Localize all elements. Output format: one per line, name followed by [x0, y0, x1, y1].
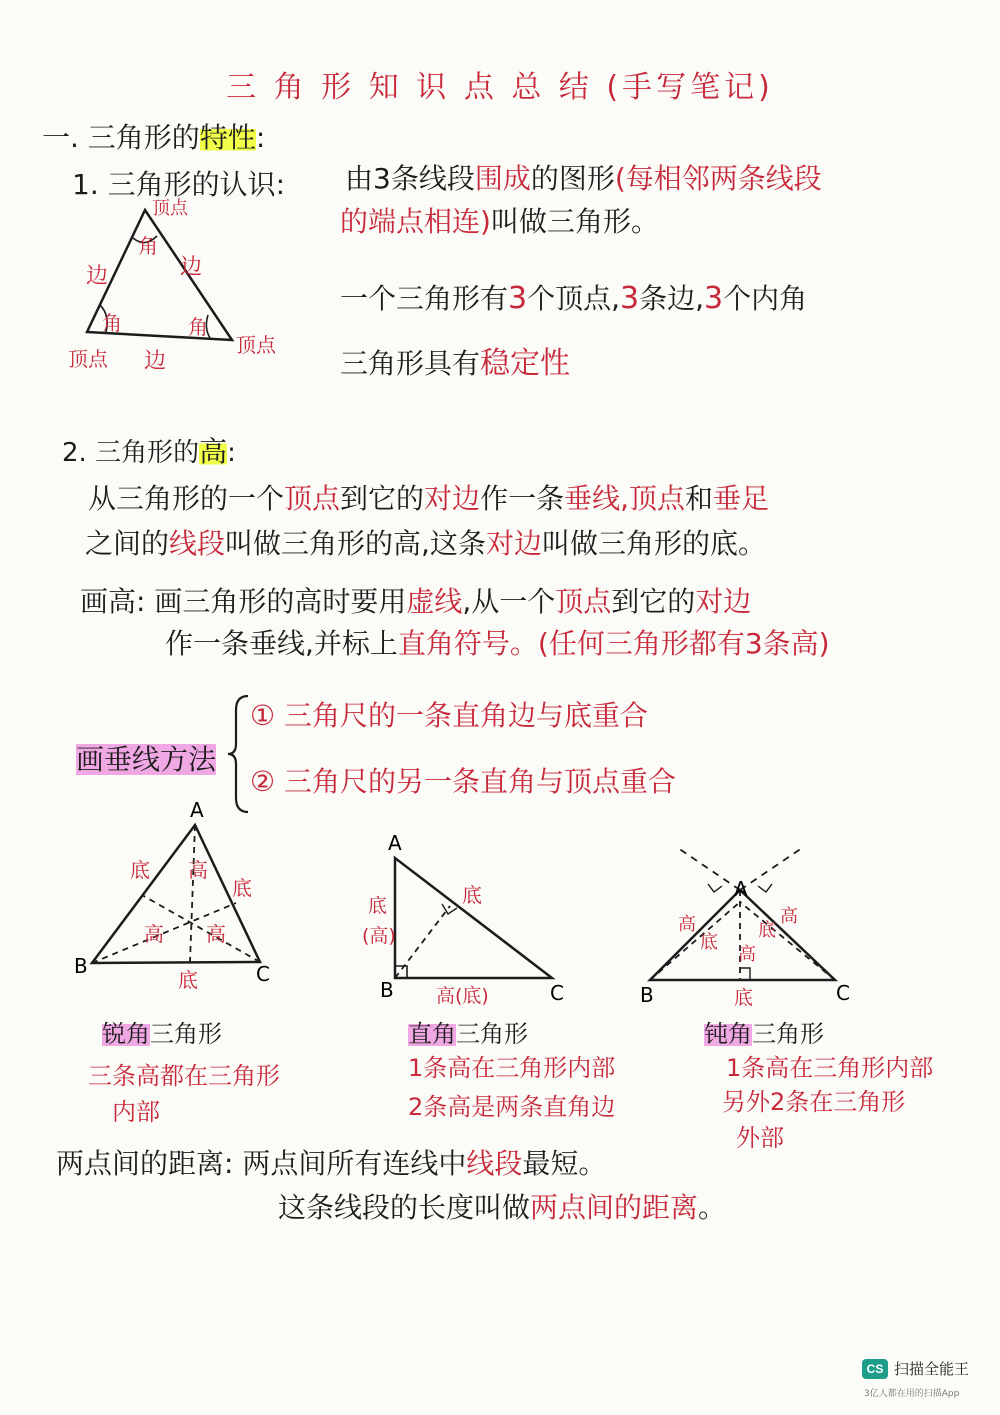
section1-heading-prefix: 一. 三角形的	[42, 121, 200, 154]
obtuse-right-mark-right	[758, 884, 772, 892]
acute-base-label-bottom: 底	[178, 968, 198, 992]
h1-part9: 垂足	[713, 482, 770, 515]
acute-triangle-diagram	[60, 795, 290, 1010]
distance-line1	[56, 1142, 606, 1182]
side-label-bottom: 边	[144, 349, 167, 374]
page-title: 三 角 形 知 识 点 总 结 (手写笔记)	[226, 70, 774, 105]
h1-part3: 对边	[424, 482, 481, 515]
section2-heading	[62, 430, 236, 470]
obtuse-vertex-b: B	[640, 983, 654, 1007]
fact-n3: 3	[704, 281, 724, 316]
distance-line2-b: 两点间的距离	[530, 1191, 699, 1224]
item1-definition-line1	[345, 157, 822, 197]
acute-height-label-center: 高	[188, 858, 208, 882]
h1-part8: 和	[685, 482, 714, 515]
obtuse-caption	[704, 1014, 824, 1049]
vertex-label-left: 顶点	[68, 347, 108, 371]
item1-label: 1. 三角形的认识:	[72, 168, 286, 201]
right-vertex-b: B	[380, 978, 394, 1002]
h1-part6: ,	[620, 482, 629, 515]
obtuse-extension-left	[678, 848, 740, 890]
obtuse-height-label-right: 高	[780, 906, 798, 927]
distance-line2	[278, 1186, 726, 1226]
fact-n2: 3	[620, 281, 640, 316]
stability-line	[340, 338, 570, 382]
d2-part1: 直角符号。(任何三角形都有3条高)	[397, 627, 830, 660]
basic-triangle-diagram	[60, 190, 300, 380]
section1-heading-highlight: 特性	[199, 121, 256, 154]
h2-part0: 之间的	[85, 527, 170, 560]
angle-label-left: 角	[102, 311, 122, 335]
obtuse-right-mark-left	[708, 884, 722, 892]
scanner-watermark	[862, 1358, 969, 1379]
obtuse-triangle-diagram	[630, 840, 870, 1010]
obtuse-height-label-center: 高	[738, 944, 756, 965]
obtuse-name-rest: 三角形	[752, 1020, 824, 1048]
acute-height-label-left: 高	[144, 922, 164, 946]
obtuse-base-label-bottom: 底	[734, 987, 754, 1009]
distance-line2-c: 。	[698, 1191, 727, 1224]
section2-heading-highlight: 高	[199, 435, 228, 468]
h1-part0: 从三角形的一个	[88, 482, 285, 515]
d1-part4: 到它的	[611, 585, 696, 618]
right-vertex-a: A	[388, 831, 402, 855]
draw-height-line2	[165, 622, 830, 662]
vertex-label-top: 顶点	[152, 198, 188, 219]
right-caption	[408, 1014, 528, 1049]
acute-height-label-right: 高	[206, 922, 226, 946]
acute-height-a	[190, 825, 195, 962]
fact-b: 个顶点,	[527, 282, 621, 315]
stability-b: 稳定性	[480, 346, 571, 381]
method-step-1: ① 三角尺的一条直角边与底重合	[250, 699, 649, 732]
distance-line1-b: 线段	[466, 1147, 523, 1180]
height-def-line1	[88, 477, 769, 517]
obtuse-desc-line1: 1条高在三角形内部	[726, 1054, 934, 1082]
right-desc-line2: 2条高是两条直角边	[408, 1093, 616, 1121]
acute-name-highlight: 锐角	[102, 1020, 150, 1048]
distance-line1-a: 两点间的距离: 两点间所有连线中	[56, 1147, 467, 1180]
vertex-label-right: 顶点	[236, 333, 276, 357]
def-d: (每相邻两条线段	[614, 162, 822, 195]
acute-vertex-a: A	[190, 798, 204, 822]
obtuse-vertex-a: A	[734, 877, 748, 901]
obtuse-desc-line2: 另外2条在三角形	[722, 1088, 906, 1116]
right-triangle-diagram	[360, 820, 590, 1010]
d1-part3: 顶点	[555, 585, 612, 618]
right-bottom-label: 高(底)	[436, 985, 489, 1007]
right-desc-line1: 1条高在三角形内部	[408, 1054, 616, 1082]
right-vertex-c: C	[550, 981, 564, 1005]
h1-part5: 垂线	[564, 482, 621, 515]
section1-heading-suffix: :	[255, 121, 266, 154]
watermark-name: 扫描全能王	[894, 1360, 970, 1378]
section2-heading-suffix: :	[227, 438, 236, 468]
right-side-label-height: (高)	[362, 925, 396, 947]
def-f: 叫做三角形。	[490, 205, 659, 238]
acute-desc-line1: 三条高都在三角形	[88, 1062, 280, 1090]
h2-part2: 叫做三角形的高,这条	[225, 527, 486, 560]
obtuse-triangle-shape	[650, 890, 835, 980]
side-label-left: 边	[86, 264, 109, 289]
right-triangle-shape	[395, 858, 552, 978]
method-step-2: ② 三角尺的另一条直角与顶点重合	[250, 765, 677, 798]
right-side-label-base: 底	[368, 895, 388, 917]
acute-caption	[102, 1014, 222, 1049]
obtuse-base-label-right: 底	[758, 920, 776, 941]
h2-part1: 线段	[169, 527, 226, 560]
d1-part5: 对边	[695, 585, 752, 618]
fact-c: 条边,	[639, 282, 705, 315]
watermark-tagline: 3亿人都在用的扫描App	[864, 1389, 960, 1399]
height-def-line2	[85, 522, 766, 562]
def-b: 围成	[474, 162, 531, 195]
right-name-highlight: 直角	[408, 1020, 456, 1048]
triangle-facts	[340, 277, 807, 317]
d1-part2: ,从一个	[462, 585, 556, 618]
right-name-rest: 三角形	[456, 1020, 528, 1048]
fact-a: 一个三角形有	[340, 282, 509, 315]
obtuse-base-label-left: 底	[700, 932, 718, 953]
section2-heading-prefix: 2. 三角形的	[62, 438, 200, 468]
section1-heading	[42, 116, 265, 156]
distance-line1-c: 最短。	[522, 1147, 607, 1180]
obtuse-height-label-left: 高	[678, 914, 696, 935]
side-label-right: 边	[180, 255, 203, 280]
right-base-label: 底	[462, 883, 482, 907]
acute-base-label-left: 底	[130, 858, 150, 882]
distance-line2-a: 这条线段的长度叫做	[278, 1191, 531, 1224]
acute-vertex-b: B	[74, 954, 88, 978]
h1-part7: 顶点	[629, 482, 686, 515]
h1-part1: 顶点	[284, 482, 341, 515]
obtuse-vertex-c: C	[836, 981, 850, 1005]
d1-part1: 虚线	[406, 585, 463, 618]
def-a: 由3条线段	[345, 162, 475, 195]
acute-base-label-right: 底	[232, 876, 252, 900]
h1-part2: 到它的	[340, 482, 425, 515]
obtuse-extension-right	[740, 848, 802, 890]
d1-part0: 画高: 画三角形的高时要用	[80, 585, 407, 618]
h1-part4: 作一条	[480, 482, 565, 515]
def-e: 的端点相连)	[340, 205, 491, 238]
acute-name-rest: 三角形	[150, 1020, 222, 1048]
fact-n1: 3	[508, 281, 528, 316]
obtuse-name-highlight: 钝角	[704, 1020, 752, 1048]
item1-definition-line2	[340, 200, 659, 240]
obtuse-right-mark-bottom	[740, 968, 750, 980]
d2-part0: 作一条垂线,并标上	[165, 627, 398, 660]
acute-vertex-c: C	[256, 962, 270, 986]
right-height-dashed	[395, 906, 450, 978]
stability-a: 三角形具有	[340, 347, 481, 380]
h2-part3: 对边	[485, 527, 542, 560]
cs-logo-icon: CS	[862, 1359, 888, 1379]
obtuse-desc-line3: 外部	[736, 1124, 784, 1152]
angle-label-top: 角	[138, 234, 158, 258]
acute-desc-line2: 内部	[112, 1098, 160, 1126]
h2-part4: 叫做三角形的底。	[541, 527, 766, 560]
fact-d: 个内角	[723, 282, 808, 315]
angle-label-right: 角	[188, 315, 208, 339]
def-c: 的图形	[530, 162, 615, 195]
method-label: 画垂线方法	[76, 738, 216, 778]
draw-height-line1	[80, 580, 751, 620]
